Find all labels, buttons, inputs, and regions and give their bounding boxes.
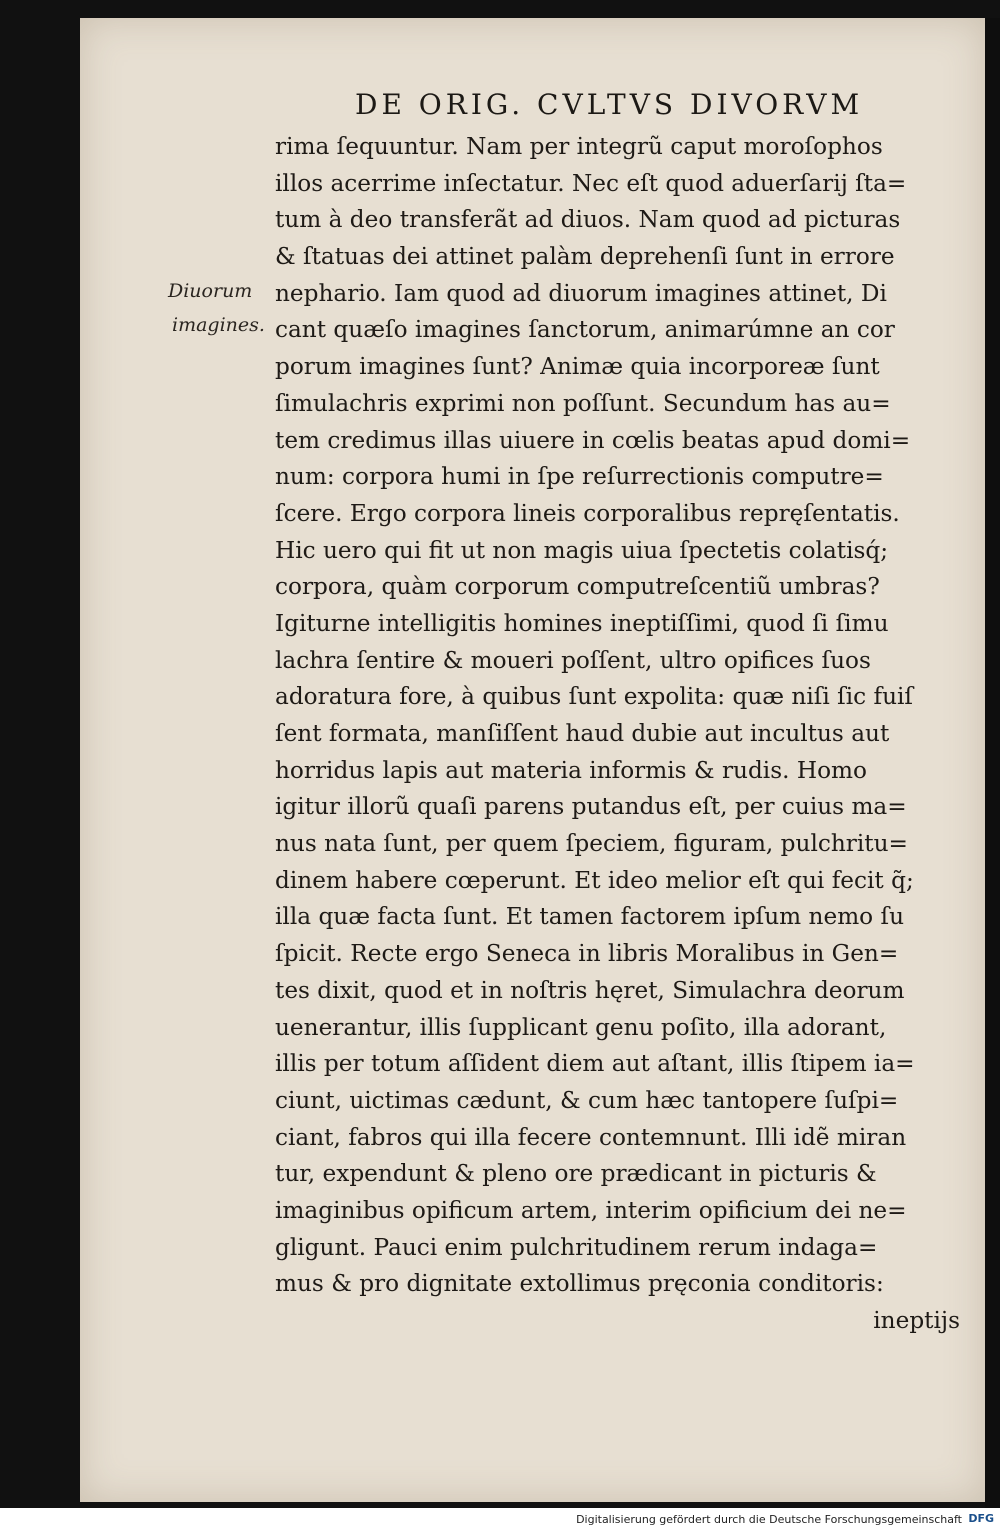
text-line: tur, expendunt & pleno ore prædicant in picturis & [275, 1160, 877, 1188]
text-line: ciant, fabros qui illa fecere contemnunt. Illi idẽ miran [275, 1123, 907, 1151]
page-edge [985, 18, 1000, 1508]
text-line: illis per totum aſſident diem aut aſtant, illis ſtipem ia= [275, 1050, 915, 1078]
text-line: lachra ſentire & moueri poſſent, ultro opifices ſuos [275, 646, 871, 674]
text-line: illa quæ facta ſunt. Et tamen factorem ipſum nemo ſu [275, 903, 905, 931]
text-line: mus & pro dignitate extollimus pręconia conditoris: [275, 1270, 884, 1298]
text-line: uenerantur, illis ſupplicant genu poſito, illa adorant, [275, 1013, 887, 1041]
text-line: nus nata ſunt, per quem ſpeciem, figuram, pulchritu= [275, 830, 908, 858]
marginal-note-line-1: Diuorum [168, 280, 253, 302]
text-line: cant quæſo imagines ſanctorum, animarúmne an cor [275, 316, 895, 344]
text-line: Hic uero qui fit ut non magis uiua ſpectetis colatisq́; [275, 536, 889, 564]
text-line: rima ſequuntur. Nam per integrũ caput moroſophos [275, 133, 883, 160]
text-line: ſimulachris exprimi non poſſunt. Secundum has au= [275, 389, 891, 417]
text-line: tes dixit, quod et in noſtris hęret, Simulachra deorum [275, 976, 905, 1004]
body-text [275, 129, 980, 1340]
text-line: corpora, quàm corporum computreſcentiũ umbras? [275, 573, 880, 601]
text-line: porum imagines ſunt? Animæ quia incorporeæ ſunt [275, 353, 880, 381]
text-line: imaginibus opificum artem, interim opificium dei ne= [275, 1196, 907, 1224]
catchword: ineptijs [873, 1307, 960, 1334]
text-line: igitur illorũ quaſi parens putandus eſt, per cuius ma= [275, 793, 907, 821]
dfg-logo: DFG [968, 1512, 994, 1525]
text-line: adoratura fore, à quibus ſunt expolita: quæ niſi ſic fuiſ [275, 683, 914, 711]
footer-credit: Digitalisierung gefördert durch die Deutsche Forschungsgemeinschaft [576, 1513, 962, 1526]
text-line: ſcere. Ergo corpora lineis corporalibus repręſentatis. [275, 499, 900, 527]
footer-bar [0, 1508, 1000, 1532]
text-line: num: corpora humi in ſpe reſurrectionis computre= [275, 463, 884, 491]
marginal-note-line-2: imagines. [172, 314, 265, 336]
text-line: tem credimus illas uiuere in cœlis beatas apud domi= [275, 426, 911, 454]
running-head: DE ORIG. CVLTVS DIVORVM [355, 88, 864, 121]
text-line: horridus lapis aut materia informis & rudis. Homo [275, 756, 867, 784]
text-line: ſpicit. Recte ergo Seneca in libris Moralibus in Gen= [275, 940, 899, 968]
text-line: ſent formata, manſiſſent haud dubie aut incultus aut [275, 720, 890, 747]
text-line: & ſtatuas dei attinet palàm deprehenſi ſunt in errore [275, 243, 895, 271]
text-line: ciunt, uictimas cædunt, & cum hæc tantopere ſuſpi= [275, 1086, 899, 1114]
text-line: nephario. Iam quod ad diuorum imagines attinet, Di [275, 279, 887, 307]
text-line: tum à deo transferãt ad diuos. Nam quod ad picturas [275, 206, 901, 234]
text-line: illos acerrime inſectatur. Nec eſt quod aduerſarij ſta= [275, 169, 907, 197]
text-line: dinem habere cœperunt. Et ideo melior eſt qui fecit q̃; [275, 866, 914, 894]
text-line: Igiturne intelligitis homines ineptiſſimi, quod ſi ſimu [275, 609, 889, 637]
text-line: gligunt. Pauci enim pulchritudinem rerum indaga= [275, 1233, 878, 1261]
